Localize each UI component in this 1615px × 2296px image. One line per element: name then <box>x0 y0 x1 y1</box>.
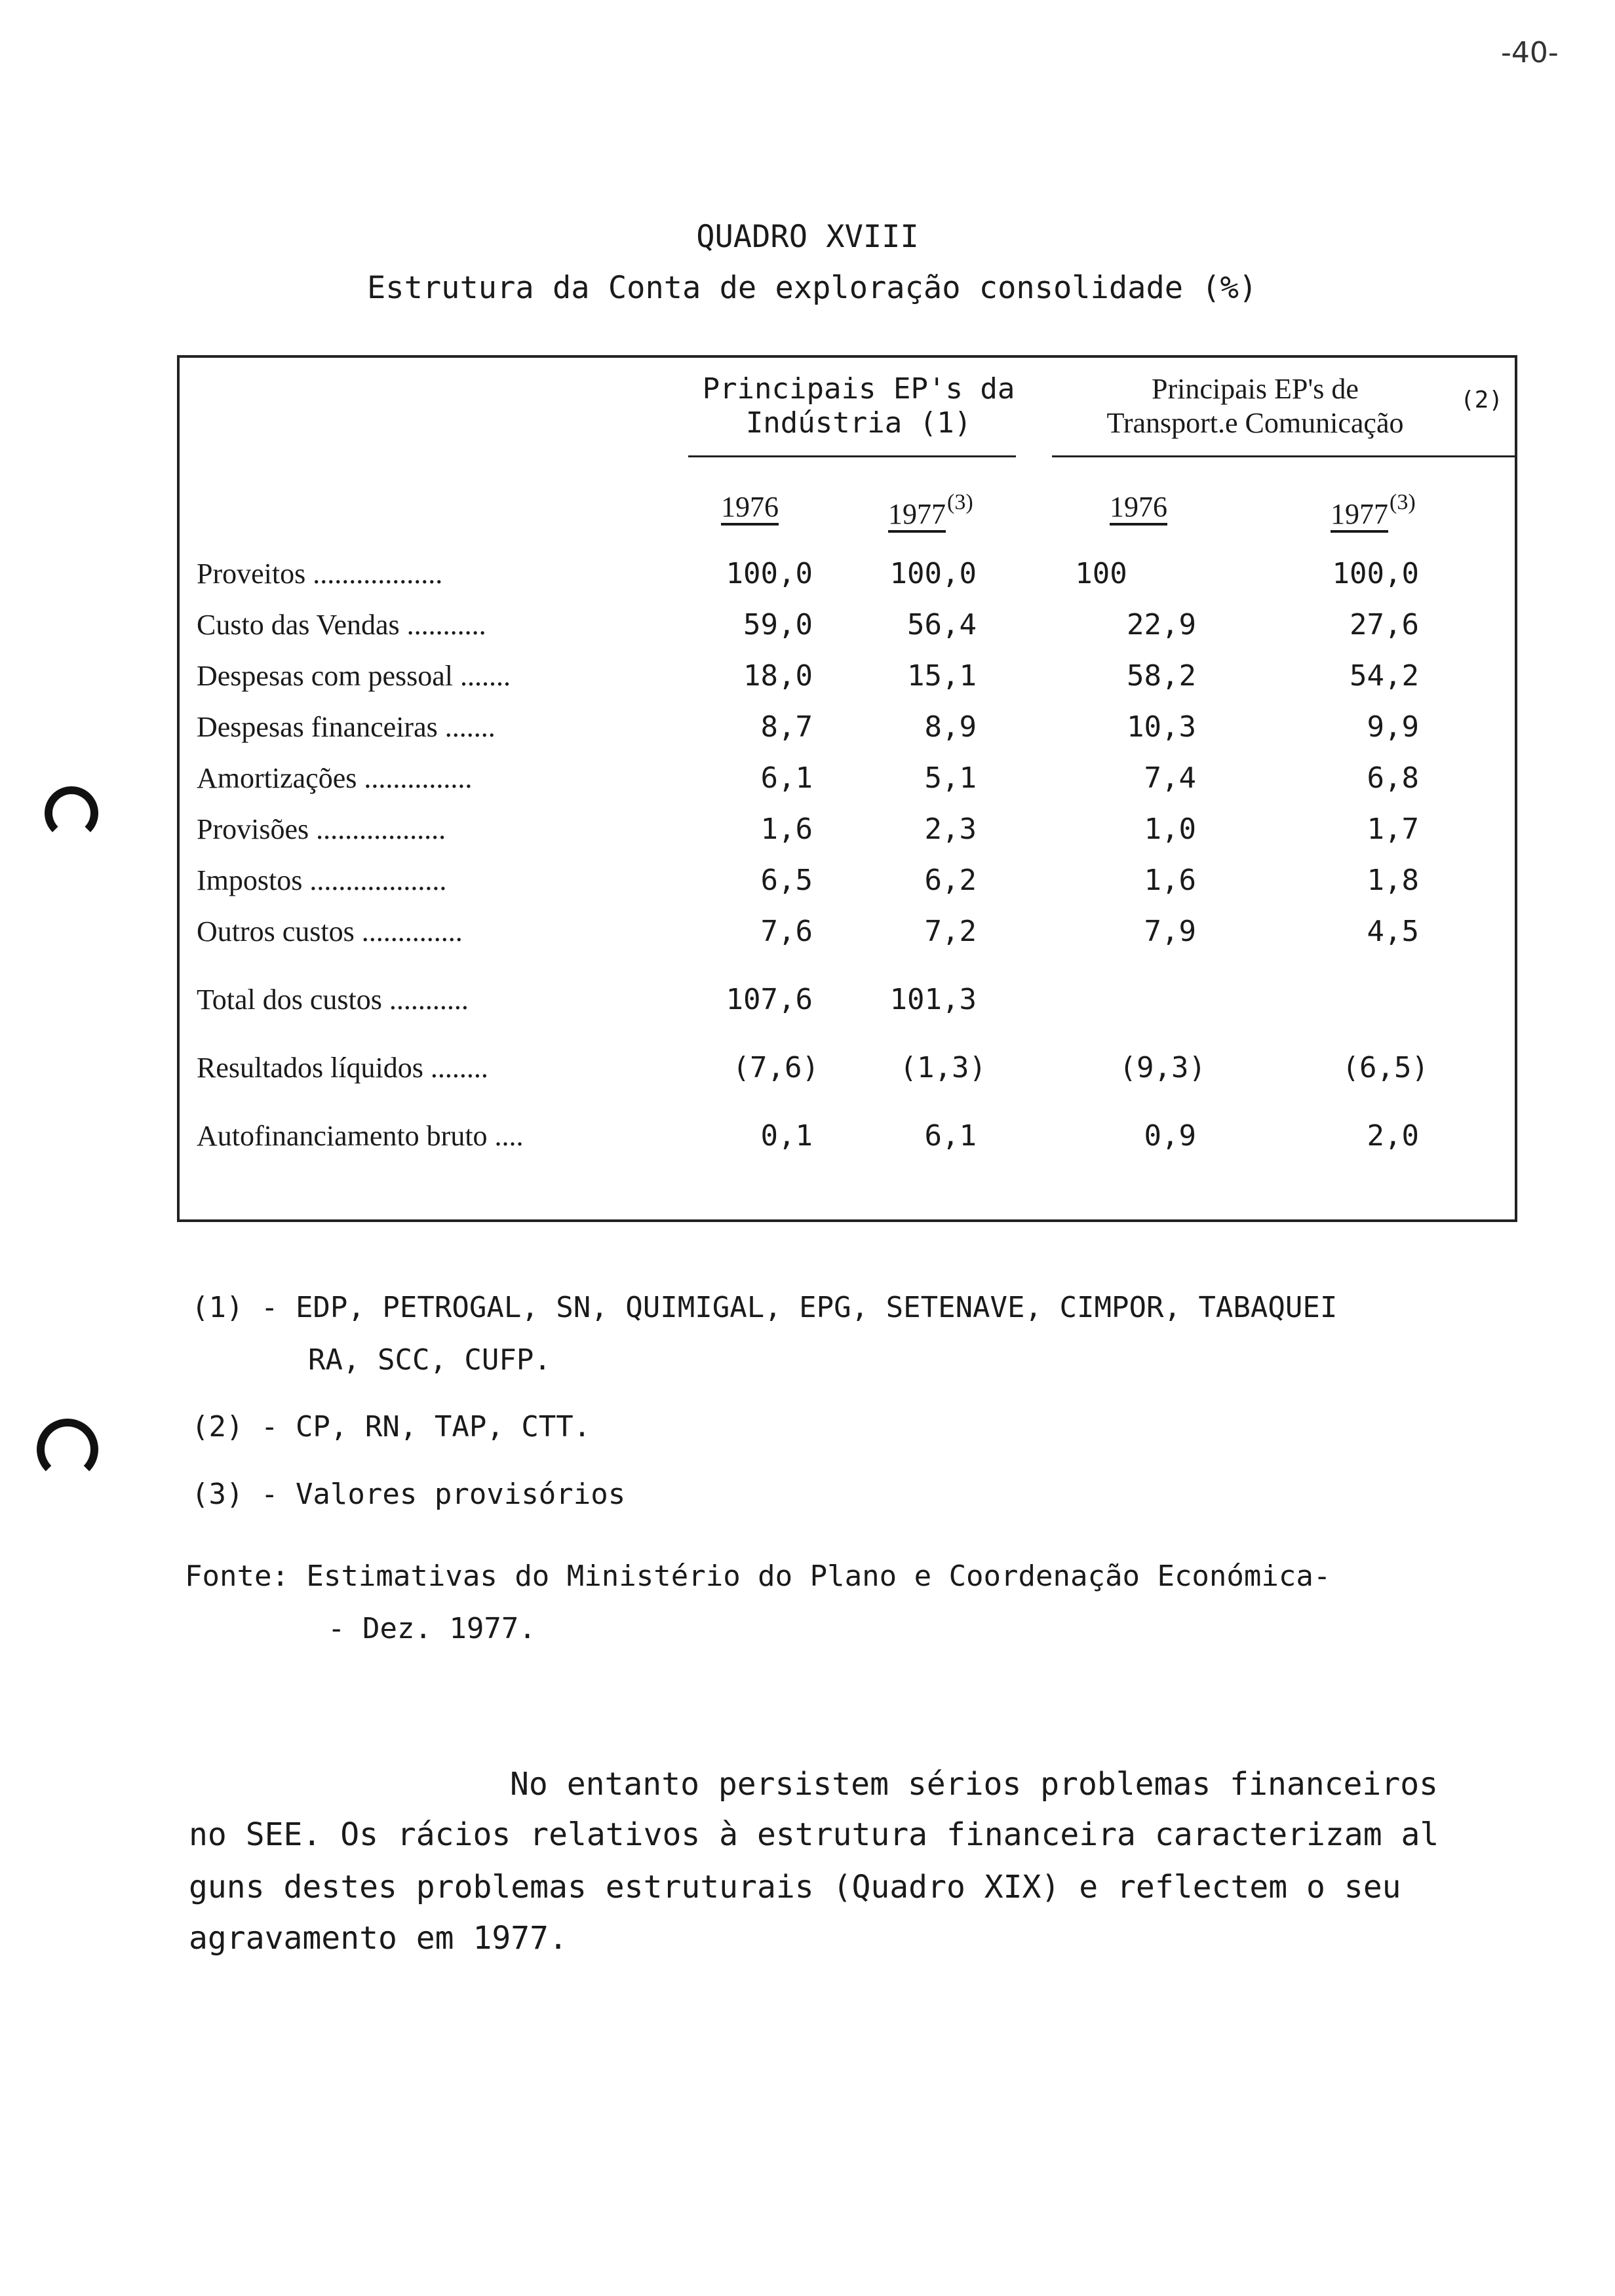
binder-hole-mark <box>45 786 98 840</box>
year-header-2-ref: (3) <box>947 490 973 514</box>
group-header-transportes <box>1049 372 1462 440</box>
group-header-industria-line2: Indústria (1) <box>745 406 972 440</box>
table-cell: 100,0 <box>726 557 813 590</box>
table-cell: 10,3 <box>1127 710 1196 744</box>
row-label: Resultados líquidos ........ <box>197 1052 488 1084</box>
group-header-industria-line1: Principais EP's da <box>702 372 1015 406</box>
table-cell: 100,0 <box>1332 557 1419 590</box>
table-cell: 4,5 <box>1367 915 1419 948</box>
footnote-3: (3) - Valores provisórios <box>191 1478 626 1511</box>
table-cell: 2,3 <box>924 813 977 846</box>
table-subtitle: Estrutura da Conta de exploração consolidade (%) <box>367 270 1258 306</box>
year-header-3-text: 1976 <box>1110 491 1167 523</box>
table-cell: 101,3 <box>889 983 977 1016</box>
page-number: -40- <box>1501 36 1559 69</box>
year-header-4-ref: (3) <box>1390 490 1416 514</box>
table-cell: (6,5) <box>1342 1051 1429 1084</box>
year-header-1 <box>721 490 780 524</box>
table-cell: 6,8 <box>1367 761 1419 795</box>
table-cell: 22,9 <box>1127 608 1196 641</box>
table-cell: 7,9 <box>1144 915 1196 948</box>
paragraph-line1: No entanto persistem sérios problemas financeiros <box>510 1766 1439 1803</box>
row-label: Despesas financeiras ....... <box>197 711 496 743</box>
group-header-transportes-line2: Transport.e Comunicação <box>1106 407 1404 439</box>
group-header-transportes-line1: Principais EP's de <box>1152 373 1359 405</box>
table-cell: 56,4 <box>907 608 977 641</box>
table-cell: 5,1 <box>924 761 977 795</box>
table-cell: 58,2 <box>1127 659 1196 693</box>
table-cell: 8,9 <box>924 710 977 744</box>
table-cell: 18,0 <box>743 659 813 693</box>
source-line1: Fonte: Estimativas do Ministério do Plano e Coordenação Económica- <box>185 1559 1331 1593</box>
table-cell: 7,4 <box>1144 761 1196 795</box>
paragraph-line3: guns destes problemas estruturais (Quadro XIX) e reflectem o seu <box>189 1869 1401 1905</box>
table-cell: 6,1 <box>924 1119 977 1153</box>
footnote-1-line2: RA, SCC, CUFP. <box>308 1343 551 1377</box>
row-label: Custo das Vendas ........... <box>197 609 486 641</box>
table-cell: 6,1 <box>760 761 813 795</box>
table-cell: 2,0 <box>1367 1119 1419 1153</box>
group-underline-transportes <box>1052 455 1517 457</box>
year-header-2 <box>888 490 973 531</box>
table-cell: 54,2 <box>1350 659 1419 693</box>
group-header-industria <box>688 372 1029 440</box>
table-cell: (7,6) <box>732 1051 819 1084</box>
row-label: Despesas com pessoal ....... <box>197 660 511 692</box>
footnote-1-line1: (1) - EDP, PETROGAL, SN, QUIMIGAL, EPG, SETENAVE, CIMPOR, TABAQUEI <box>191 1291 1338 1324</box>
row-label: Amortizações ............... <box>197 762 473 794</box>
binder-hole-mark <box>37 1419 98 1480</box>
table-cell: 100 <box>1075 557 1127 590</box>
table-cell: 100,0 <box>889 557 977 590</box>
paragraph-line2: no SEE. Os rácios relativos à estrutura financeira caracterizam al <box>189 1816 1439 1853</box>
group-underline-industria <box>688 455 1016 457</box>
source-line2: - Dez. 1977. <box>328 1612 536 1645</box>
table-cell: 7,2 <box>924 915 977 948</box>
table-cell: (9,3) <box>1119 1051 1206 1084</box>
table-cell: 0,1 <box>760 1119 813 1153</box>
table-cell: 6,2 <box>924 864 977 897</box>
footnote-2: (2) - CP, RN, TAP, CTT. <box>191 1410 591 1444</box>
table-cell: 27,6 <box>1350 608 1419 641</box>
table-cell: 9,9 <box>1367 710 1419 744</box>
table-title: QUADRO XVIII <box>696 219 919 255</box>
table-cell: 59,0 <box>743 608 813 641</box>
table-cell: 15,1 <box>907 659 977 693</box>
year-header-2-text: 1977 <box>888 498 946 530</box>
table-cell: 0,9 <box>1144 1119 1196 1153</box>
table-cell: 6,5 <box>760 864 813 897</box>
table-cell: 1,7 <box>1367 813 1419 846</box>
row-label: Total dos custos ........... <box>197 984 469 1016</box>
paragraph-line4: agravamento em 1977. <box>189 1920 568 1957</box>
table-cell: (1,3) <box>899 1051 986 1084</box>
table-cell: 1,6 <box>760 813 813 846</box>
table-cell: 8,7 <box>760 710 813 744</box>
row-label: Impostos ................... <box>197 864 447 896</box>
row-label: Autofinanciamento bruto .... <box>197 1120 524 1152</box>
table-cell: 1,8 <box>1367 864 1419 897</box>
group-header-transportes-ref: (2) <box>1460 387 1504 413</box>
year-header-1-text: 1976 <box>721 491 779 523</box>
row-label: Outros custos .............. <box>197 915 463 947</box>
row-label: Proveitos .................. <box>197 558 443 590</box>
year-header-4 <box>1331 490 1416 531</box>
row-label: Provisões .................. <box>197 813 446 845</box>
table-cell: 1,6 <box>1144 864 1196 897</box>
table-cell: 107,6 <box>726 983 813 1016</box>
year-header-3 <box>1110 490 1169 524</box>
year-header-4-text: 1977 <box>1331 498 1388 530</box>
table-cell: 1,0 <box>1144 813 1196 846</box>
table-cell: 7,6 <box>760 915 813 948</box>
